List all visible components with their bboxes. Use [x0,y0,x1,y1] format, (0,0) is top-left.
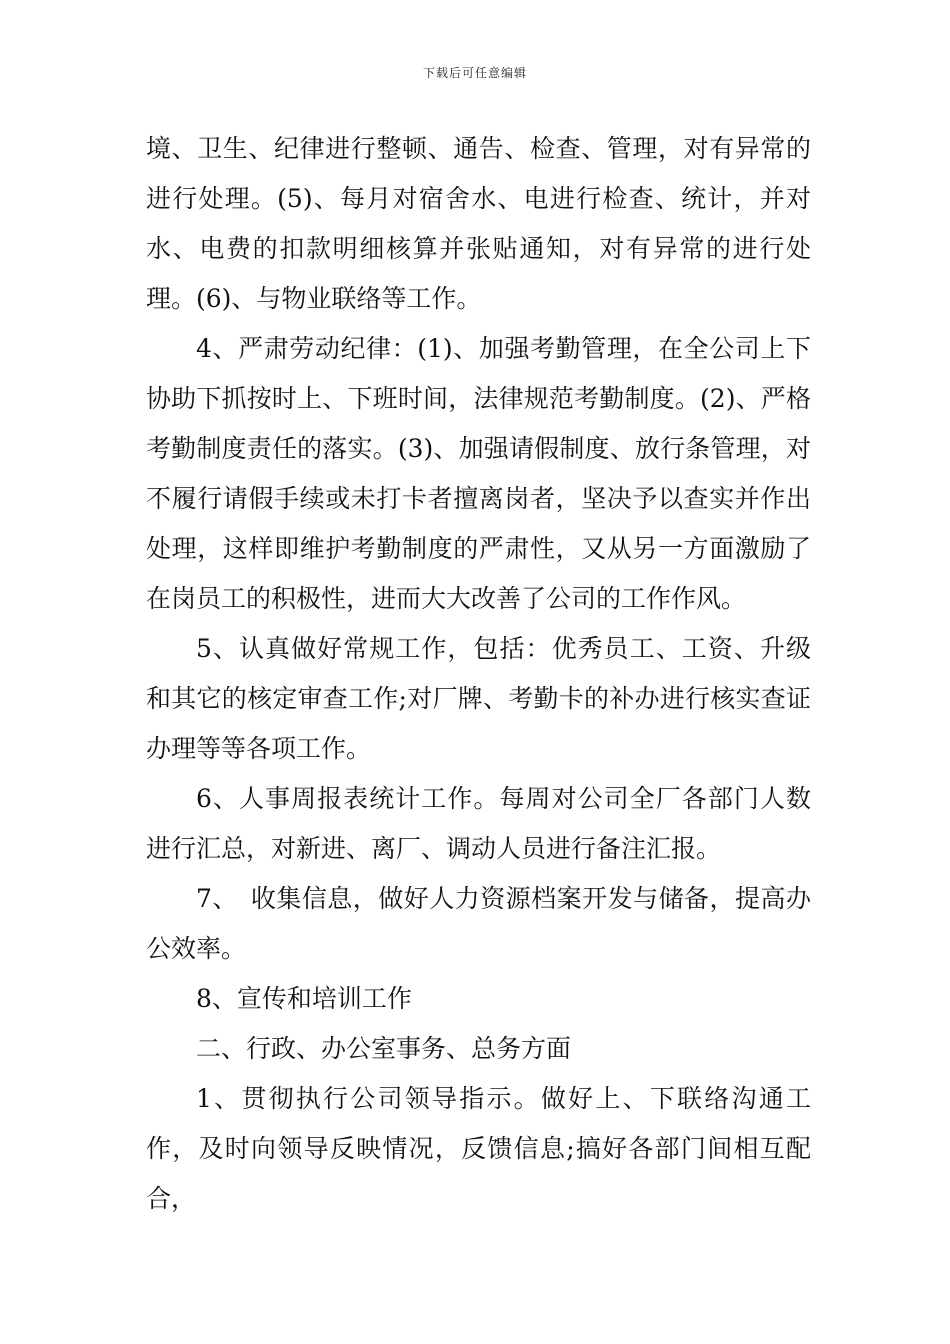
document-body [146,124,811,1224]
paragraph-information-collection: 7、 收集信息，做好人力资源档案开发与储备，提高办公效率。 [146,884,811,963]
section-heading-administration: 二、行政、办公室事务、总务方面 [196,1034,572,1063]
paragraph-labor-discipline: 4、严肃劳动纪律：(1)、加强考勤管理，在全公司上下协助下抓按时上、下班时间，法律规范考勤制度。(2)、严格考勤制度责任的落实。(3)、加强请假制度、放行条管理，对不履行请假手续或未打卡者擅离岗者，坚决予以查实并作出处理，这样即维护考勤制度的严肃性，又从另一方面激励了在岗员工的积极性，进而大大改善了公司的工作作风。 [146,334,811,613]
paragraph-weekly-report: 6、人事周报表统计工作。每周对公司全厂各部门人数进行汇总，对新进、离厂、调动人员进行备注汇报。 [146,784,811,863]
paragraph-routine-work: 5、认真做好常规工作，包括：优秀员工、工资、升级和其它的核定审查工作;对厂牌、考勤卡的补办进行核实查证办理等等各项工作。 [146,634,811,763]
paragraph-leadership-instructions: 1、贯彻执行公司领导指示。做好上、下联络沟通工作，及时向领导反映情况，反馈信息;搞好各部门间相互配合， [146,1084,811,1213]
paragraph-training: 8、宣传和培训工作 [196,984,412,1013]
paragraph-continuation: 境、卫生、纪律进行整顿、通告、检查、管理，对有异常的进行处理。(5)、每月对宿舍水、电进行检查、统计，并对水、电费的扣款明细核算并张贴通知，对有异常的进行处理。(6)、与物业联络等工作。 [146,134,811,313]
page-header: 下载后可任意编辑 [422,66,527,80]
